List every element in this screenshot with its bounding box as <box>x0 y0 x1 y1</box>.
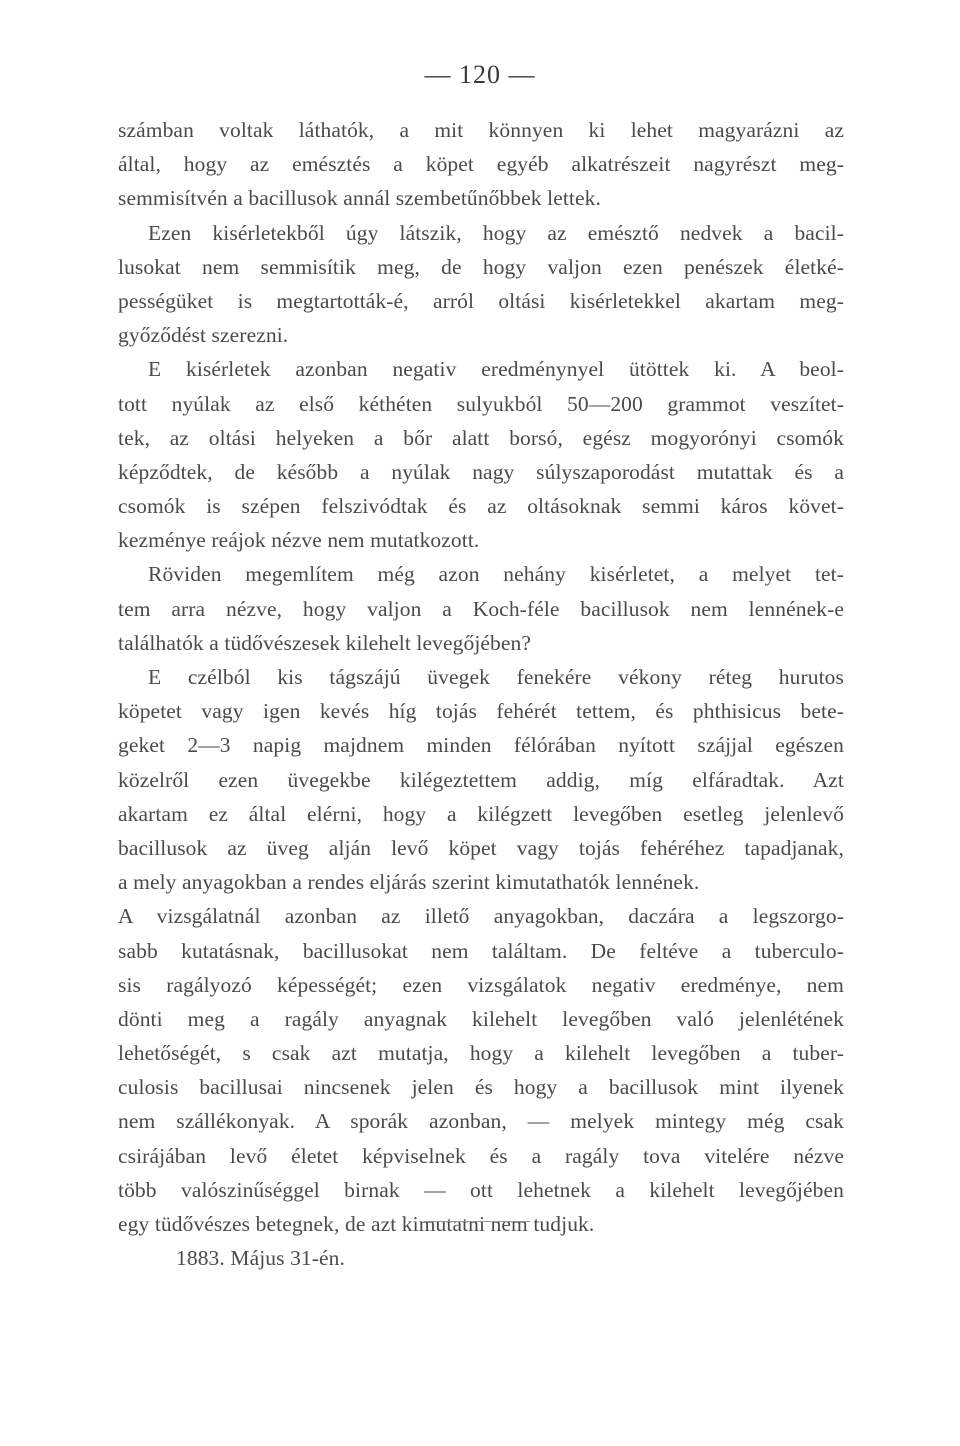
text-line: culosis bacillusai nincsenek jelen és hogy a bacillusok mint ilyenek <box>118 1075 844 1100</box>
text-line: geket 2—3 napig majdnem minden félórában nyított szájjal egészen <box>118 733 844 758</box>
text-line: pességüket is megtartották-é, arról oltási kisérletekkel akartam meg- <box>118 288 844 313</box>
text-line: E czélból kis tágszájú üvegek fenekére vékony réteg hurutos <box>148 665 844 689</box>
text-line: találhatók a tüdővészesek kilehelt levegőjében? <box>118 630 532 655</box>
text-line: A vizsgálatnál azonban az illető anyagokban, daczára a legszorgo- <box>118 904 844 929</box>
text-line: sabb kutatásnak, bacillusokat nem találtam. De feltéve a tuberculo- <box>118 938 844 963</box>
text-line: dönti meg a ragály anyagnak kilehelt levegőben való jelenlétének <box>118 1006 844 1031</box>
text-line: csirájában levő életet képviselnek és a ragály tova vitelére nézve <box>118 1143 844 1168</box>
text-line: lusokat nem semmisítik meg, de hogy valjon ezen penészek életké- <box>118 254 844 279</box>
text-line: egy tüdővészes betegnek, de azt kimutatni nem tudjuk. <box>118 1212 595 1236</box>
date-line: 1883. Május 31-én. <box>176 1246 346 1271</box>
text-line: lehetőségét, s csak azt mutatja, hogy a kilehelt levegőben a tuber- <box>118 1041 844 1066</box>
page-number: — 120 — <box>424 60 536 89</box>
text-line: E kisérletek azonban negativ eredménynyel ütöttek ki. A beol- <box>148 357 844 382</box>
text-line: Röviden megemlítem még azon nehány kisérletet, a melyet tet- <box>148 562 844 587</box>
text-line: a mely anyagokban a rendes eljárás szerint kimutathatók lennének. <box>118 870 700 895</box>
end-rule <box>425 1221 530 1222</box>
text-line: képződtek, de később a nyúlak nagy súlyszaporodást mutattak és a <box>118 459 844 484</box>
text-line: számban voltak láthatók, a mit könnyen ki lehet magyarázni az <box>118 118 844 142</box>
text-line: tem arra nézve, hogy valjon a Koch-féle bacillusok nem lennének-e <box>118 596 844 621</box>
body-text <box>118 113 844 1275</box>
text-line: által, hogy az emésztés a köpet egyéb alkatrészeit nagyrészt meg- <box>118 152 844 177</box>
text-line: bacillusok az üveg alján levő köpet vagy tojás fehéréhez tapadjanak, <box>118 835 844 860</box>
text-line: tek, az oltási helyeken a bőr alatt borsó, egész mogyorónyi csomók <box>118 425 844 450</box>
text-line: közelről ezen üvegekbe kilégeztettem addig, míg elfáradtak. Azt <box>118 767 844 792</box>
text-line: nem szállékonyak. A sporák azonban, — melyek mintegy még csak <box>118 1109 844 1134</box>
text-line: kezménye reájok nézve nem mutatkozott. <box>118 528 480 553</box>
text-line: csomók is szépen felszivódtak és az oltásoknak semmi káros követ- <box>118 494 844 519</box>
text-line: Ezen kisérletekből úgy látszik, hogy az emésztő nedvek a bacil- <box>148 220 844 245</box>
text-line: akartam ez által elérni, hogy a kilégzett levegőben esetleg jelenlevő <box>118 801 844 826</box>
text-line: tott nyúlak az első kéthéten sulyukból 50—200 grammot veszítet- <box>118 391 844 416</box>
text-line: sis ragályozó képességét; ezen vizsgálatok negativ eredménye, nem <box>118 972 844 997</box>
text-line: több valószinűséggel birnak — ott lehetnek a kilehelt levegőjében <box>118 1177 844 1202</box>
text-line: győződést szerezni. <box>118 323 289 348</box>
text-line: semmisítvén a bacillusok annál szembetűnőbbek lettek. <box>118 186 601 211</box>
text-line: köpetet vagy igen kevés híg tojás fehérét tettem, és phthisicus bete- <box>118 699 844 724</box>
